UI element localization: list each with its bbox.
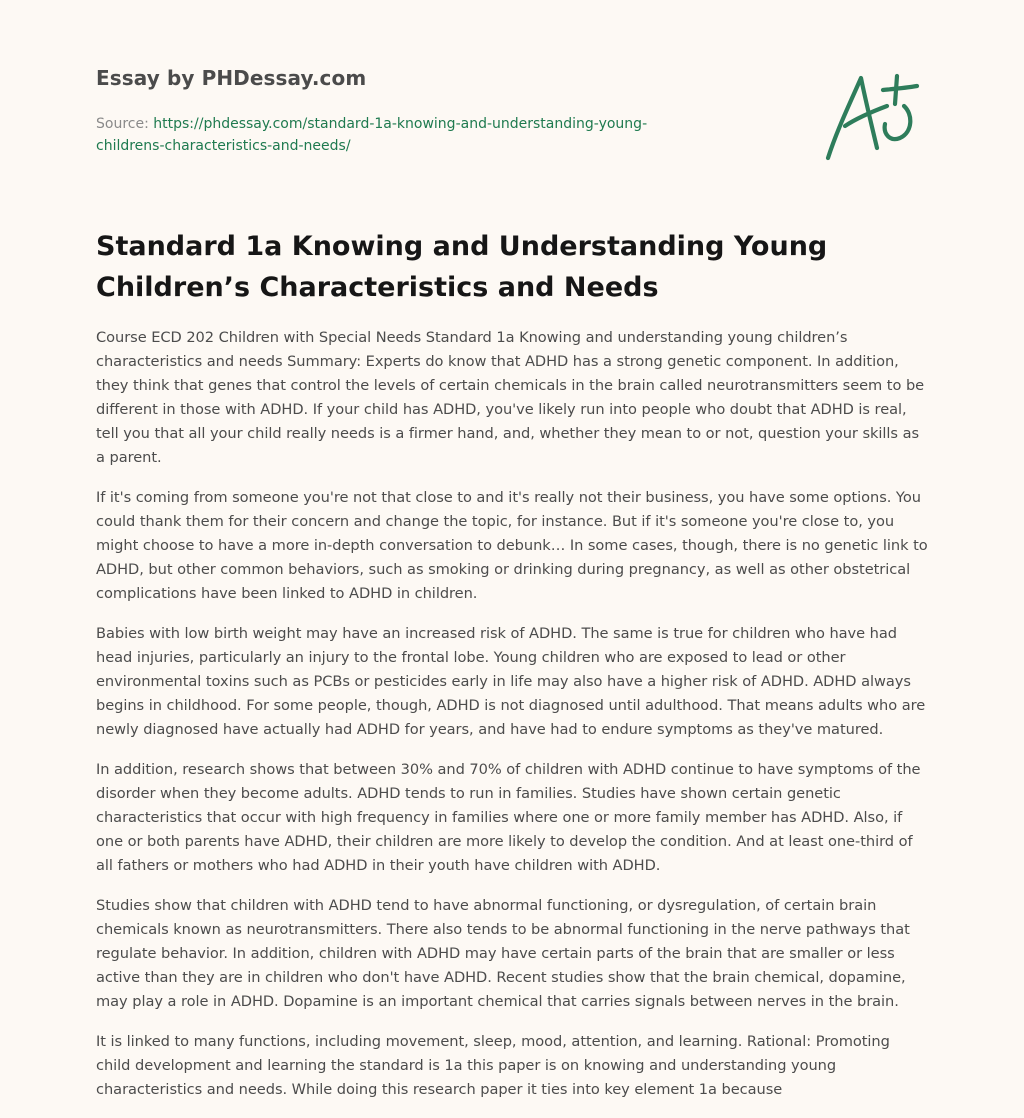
- article-title: Standard 1a Knowing and Understanding Young Children’s Characteristics and Needs: [96, 231, 828, 303]
- source-link-line-1: https://phdessay.com/standard-1a-knowing-and-understanding-young-: [153, 116, 648, 132]
- a-plus-grade-icon: [821, 68, 931, 168]
- source-link[interactable]: [96, 116, 647, 154]
- article-paragraph: In addition, research shows that between 30% and 70% of children with ADHD continue to have symptoms of the disorder when they become adults. ADHD tends to run in families. Studies have shown certain genetic characteristics that occur with high frequency in families where one or more family member has ADHD. Also, if one or both parents have ADHD, their children are more likely to develop the condition. And at least one-third of all fathers or mothers who had ADHD in their youth have children with ADHD.: [96, 761, 921, 874]
- article-body: [96, 326, 928, 1118]
- source-link-line-2: childrens-characteristics-and-needs/: [96, 138, 351, 154]
- article-paragraph: Course ECD 202 Children with Special Needs Standard 1a Knowing and understanding young children’s characteristics and needs Summary: Experts do know that ADHD has a strong genetic component. In addition, they think that genes that control the levels of certain chemicals in the brain called neurotransmitters seem to be different in those with ADHD. If your child has ADHD, you've likely run into people who doubt that ADHD is real, tell you that all your child really needs is a firmer hand, and, whether they mean to or not, question your skills as a parent.: [96, 329, 925, 466]
- source-label: Source:: [96, 116, 154, 132]
- brand-title: Essay by PHDessay.com: [96, 66, 367, 90]
- article-paragraph: Babies with low birth weight may have an increased risk of ADHD. The same is true for children who have had head injuries, particularly an injury to the frontal lobe. Young children who are exposed to lead or other environmental toxins such as PCBs or pesticides early in life may also have a higher risk of ADHD. ADHD always begins in childhood. For some people, though, ADHD is not diagnosed until adulthood. That means adults who are newly diagnosed have actually had ADHD for years, and have had to endure symptoms as they've matured.: [96, 625, 926, 738]
- source-line: [96, 113, 736, 157]
- article-paragraph: It is linked to many functions, including movement, sleep, mood, attention, and learning. Rational: Promoting child development and learning the standard is 1a this paper is on knowing and understanding young characteristics and needs. While doing this research paper it ties into key element 1a because: [96, 1033, 890, 1098]
- article-paragraph: If it's coming from someone you're not that close to and it's really not their business, you have some options. You could thank them for their concern and change the topic, for instance. But if it's someone you're close to, you might choose to have a more in-depth conversation to debunk… In some cases, though, there is no genetic link to ADHD, but other common behaviors, such as smoking or drinking during pregnancy, as well as other obstetrical complications have been linked to ADHD in children.: [96, 489, 928, 602]
- article-paragraph: Studies show that children with ADHD tend to have abnormal functioning, or dysregulation, of certain brain chemicals known as neurotransmitters. There also tends to be abnormal functioning in the nerve pathways that regulate behavior. In addition, children with ADHD may have certain parts of the brain that are smaller or less active than they are in children who don't have ADHD. Recent studies show that the brain chemical, dopamine, may play a role in ADHD. Dopamine is an important chemical that carries signals between nerves in the brain.: [96, 897, 910, 1010]
